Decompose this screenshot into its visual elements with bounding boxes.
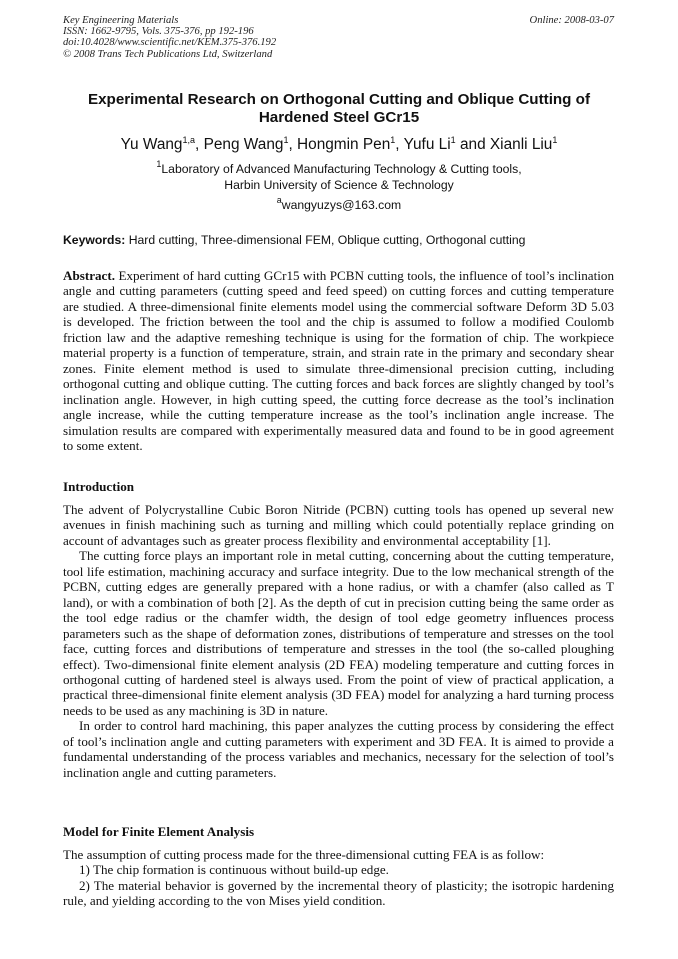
introduction-heading: Introduction <box>63 479 135 494</box>
paragraph: In order to control hard machining, this paper analyzes the cutting process by considering the effect of tool’s inclination angle and cutting parameters with experiment and 3D FEA. It is aimed to provide a fundamental understanding of the process variables and mechanics, necessary for the selection of tool’s inclination angle and cutting parameters. <box>63 718 614 780</box>
affiliation-line-1: Laboratory of Advanced Manufacturing Technology & Cutting tools, <box>161 162 522 176</box>
author-sup: 1 <box>390 135 396 145</box>
journal-name: Key Engineering Materials <box>63 15 179 26</box>
keywords-label: Keywords: <box>63 233 126 247</box>
introduction-body <box>63 502 614 780</box>
email-address: wangyuzys@163.com <box>281 198 402 212</box>
author-name: Peng Wang <box>203 136 284 153</box>
author-separator: , <box>195 136 204 153</box>
online-date: Online: 2008-03-07 <box>529 15 614 26</box>
author-list <box>20 135 658 155</box>
paragraph: The cutting force plays an important role in metal cutting, concerning about the cutting temperature, tool life estimation, machining accuracy and surface integrity. Due to the low mechanical strength of the PCBN, cutting edges are generally prepared with a hone radius, or with a chamfer (also called as T land), or with a combination of both [2]. As the depth of cut in precision cutting being the same order as the tool edge radius or the chamfer width, the design of tool edge geometry influences process parameters such as the shape of deformation zones, distributions of temperature and stresses on the tool face, cutting forces and distributions of temperature and stresses in the tool (the so-called ploughing effect). Two-dimensional finite element analysis (2D FEA) modeling temperature and cutting forces in orthogonal cutting of hardened steel is always used. From the point of view of practical application, a practical three-dimensional finite element analysis (3D FEA) model for analyzing a hard turning process needs to be used as any machining is 3D in nature. <box>63 548 614 718</box>
affiliation <box>40 159 638 193</box>
journal-meta <box>63 15 276 60</box>
copyright-line: © 2008 Trans Tech Publications Ltd, Switzerland <box>63 48 273 60</box>
author-separator: , <box>395 136 404 153</box>
model-body <box>63 847 614 909</box>
author-separator: , <box>288 136 298 153</box>
paper-title <box>40 91 638 127</box>
email <box>40 195 638 212</box>
doi-line: doi:10.4028/www.scientific.net/KEM.375-376.192 <box>63 37 277 49</box>
email-sup: a <box>276 195 282 205</box>
author-sup: 1,a <box>182 135 196 145</box>
title-line-1: Experimental Research on Orthogonal Cutting and Oblique Cutting of <box>87 91 591 108</box>
abstract-label: Abstract. <box>63 268 115 283</box>
keywords-text: Hard cutting, Three-dimensional FEM, Oblique cutting, Orthogonal cutting <box>125 233 526 247</box>
author-name: Xianli Liu <box>489 136 553 153</box>
author-sup: 1 <box>552 135 558 145</box>
author-name: Hongmin Pen <box>297 136 391 153</box>
affiliation-sup: 1 <box>156 159 162 169</box>
author-separator: and <box>455 136 490 153</box>
abstract <box>63 268 614 453</box>
author-sup: 1 <box>450 135 456 145</box>
paragraph: The advent of Polycrystalline Cubic Boron Nitride (PCBN) cutting tools has opened up several new avenues in finish machining such as turning and milling which could potentially replace grinding on account of advantages such as greater process flexibility and environmental acceptability [1]. <box>63 502 614 548</box>
abstract-text: Experiment of hard cutting GCr15 with PCBN cutting tools, the influence of tool’s inclination angle and cutting parameters (cutting speed and feed speed) on cutting forces and cutting temperature are studied. A three-dimensional finite elements model using the commercial software Deform 3D 5.03 is developed. The friction between the tool and the chip is assumed to follow a modified Coulomb friction law and the adaptive remeshing technique is using for the formation of chip. The workpiece material property is a function of temperature, strain, and strain rate in the primary and secondary shear zones. Finite element method is used to simulate three-dimensional precision cutting, including orthogonal cutting and oblique cutting. The cutting forces and back forces are slightly changed by tool’s inclination angle. However, in high cutting speed, the cutting force decrease as the tool’s inclination angle increase, while the cutting temperature increase as the tool’s inclination angle increase. The simulation results are compared with experimentally measured data and found to be in good agreement to some extent. <box>63 268 614 453</box>
model-heading: Model for Finite Element Analysis <box>63 824 255 839</box>
paragraph: The assumption of cutting process made for the three-dimensional cutting FEA is as follow: <box>63 847 545 862</box>
author-sup: 1 <box>283 135 289 145</box>
list-item: 1) The chip formation is continuous without build-up edge. <box>79 862 389 878</box>
author-name: Yu Wang <box>120 136 183 153</box>
keywords <box>63 233 525 247</box>
title-line-2: Hardened Steel GCr15 <box>258 109 420 126</box>
author-name: Yufu Li <box>403 136 451 153</box>
issn-line: ISSN: 1662-9795, Vols. 375-376, pp 192-196 <box>63 26 254 38</box>
list-item: 2) The material behavior is governed by the incremental theory of plasticity; the isotropic hardening rule, and yielding according to the von Mises yield condition. <box>63 877 614 909</box>
affiliation-line-2: Harbin University of Science & Technology <box>224 177 454 192</box>
